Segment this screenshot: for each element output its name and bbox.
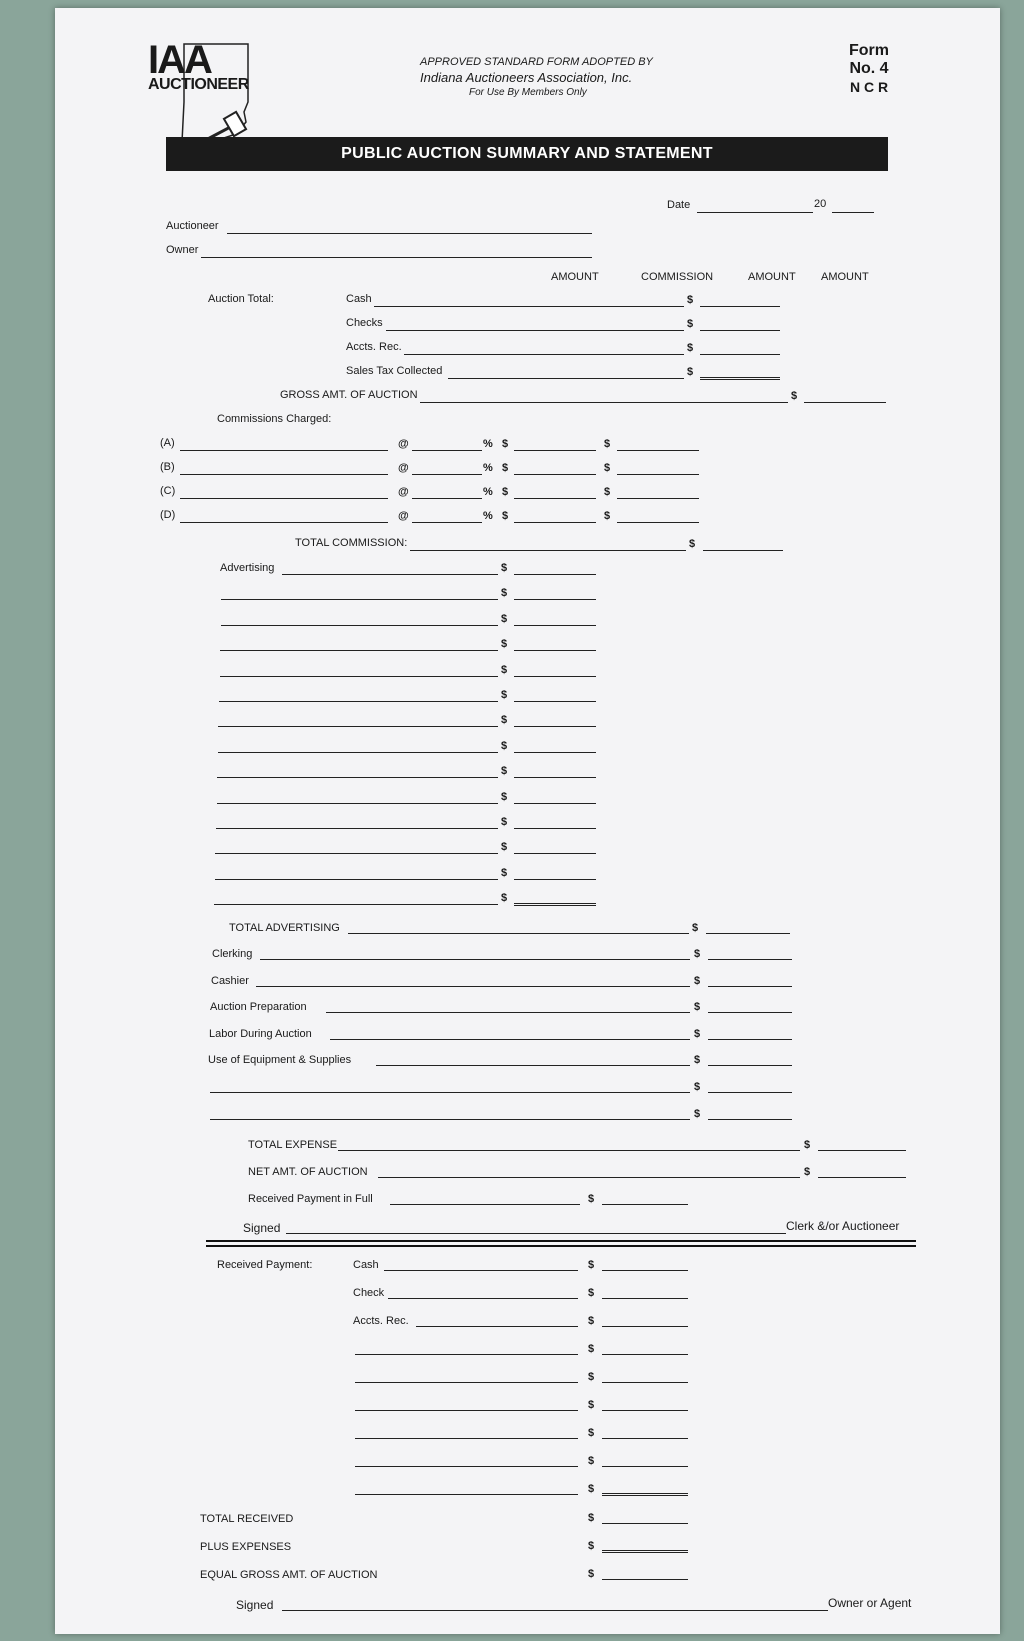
advertising-dollar: $ (501, 816, 508, 828)
expense-amount-field[interactable] (708, 1012, 792, 1013)
advertising-line-field[interactable] (217, 803, 498, 804)
checks-label: Checks (346, 317, 383, 329)
commission-amount-field[interactable] (514, 474, 596, 475)
received-amount-field[interactable] (602, 1438, 688, 1439)
received-amount-field[interactable] (602, 1382, 688, 1383)
expense-desc-field[interactable] (326, 1012, 690, 1013)
received-payment-label: Received Payment: (217, 1259, 313, 1271)
auctioneer-field[interactable] (227, 233, 592, 234)
commission-row-label: (A) (160, 437, 175, 449)
received-dollar: $ (588, 1315, 595, 1327)
total-advertising-amount-field[interactable] (706, 933, 790, 934)
advertising-amount-field[interactable] (514, 752, 596, 753)
commission-rate-field[interactable] (412, 450, 482, 451)
received-desc-field[interactable] (416, 1326, 578, 1327)
commission-dollar-2: $ (604, 438, 611, 450)
advertising-dollar: $ (501, 587, 508, 600)
commission-dollar-2: $ (604, 510, 611, 522)
advertising-dollar: $ (501, 866, 508, 879)
date-label: Date (667, 199, 691, 211)
checks-field[interactable] (386, 330, 684, 331)
expense-dollar: $ (694, 1027, 701, 1040)
gross-amount-field[interactable] (804, 402, 886, 403)
commission-dollar-2: $ (604, 486, 611, 498)
commission-rate-field[interactable] (412, 474, 482, 475)
form-number-label: No. 4 (849, 60, 889, 77)
received-desc-field[interactable] (388, 1298, 578, 1299)
year-field[interactable] (832, 212, 874, 213)
auctioneer-label: Auctioneer (166, 220, 219, 232)
advertising-line-field[interactable] (216, 828, 498, 829)
signed-field-1[interactable] (286, 1233, 786, 1234)
advertising-amount-field[interactable] (514, 599, 596, 600)
advertising-amount-field[interactable] (514, 803, 596, 804)
commission-row-label: (B) (160, 461, 175, 473)
signed-label-2: Signed (236, 1598, 274, 1612)
commission-dollar-1: $ (502, 462, 509, 474)
auction-total-label: Auction Total: (208, 293, 274, 305)
advertising-amount-field[interactable] (514, 903, 596, 906)
received-dollar: $ (588, 1259, 595, 1271)
commission-amount-field[interactable] (514, 450, 596, 451)
form-ncr-label: N C R (849, 79, 889, 95)
received-amount-field[interactable] (602, 1493, 688, 1496)
commission-dollar-1: $ (502, 510, 509, 522)
commission-row-label: (C) (160, 485, 176, 497)
accts-rec-amount-field[interactable] (700, 354, 780, 355)
equal-gross-label: EQUAL GROSS AMT. OF AUCTION (200, 1569, 378, 1581)
cash-amount-field[interactable] (700, 306, 780, 307)
commission-amount-field[interactable] (514, 522, 596, 523)
advertising-amount-field[interactable] (514, 701, 596, 702)
advertising-amount-field[interactable] (514, 625, 596, 626)
signed-label-1: Signed (243, 1221, 281, 1235)
advertising-label: Advertising (220, 562, 275, 574)
advertising-amount-field[interactable] (514, 574, 596, 575)
total-received-amount-field[interactable] (602, 1523, 688, 1524)
col-amount-3: AMOUNT (821, 271, 869, 283)
advertising-line-field[interactable] (219, 701, 498, 702)
received-dollar: $ (588, 1371, 595, 1383)
commission-at-symbol: @ (398, 438, 409, 450)
commission-amount2-field[interactable] (617, 450, 699, 451)
advertising-amount-field[interactable] (514, 853, 596, 854)
commissions-heading: Commissions Charged: (217, 413, 332, 425)
total-commission-amount-field[interactable] (703, 550, 783, 551)
expense-desc-field[interactable] (260, 959, 690, 960)
owner-label: Owner (166, 244, 199, 256)
received-desc-field[interactable] (355, 1354, 578, 1355)
gross-amt-field[interactable] (420, 402, 788, 403)
checks-dollar: $ (687, 318, 694, 330)
total-received-dollar: $ (588, 1512, 595, 1524)
advertising-dollar: $ (501, 714, 508, 727)
received-dollar: $ (588, 1427, 595, 1439)
commission-row-label: (D) (160, 509, 176, 521)
received-amount-field[interactable] (602, 1326, 688, 1327)
advertising-dollar: $ (501, 638, 508, 651)
advertising-dollar: $ (501, 612, 508, 625)
sales-tax-label: Sales Tax Collected (346, 365, 443, 377)
received-full-amount-field[interactable] (602, 1204, 688, 1205)
total-expense-label: TOTAL EXPENSE (248, 1139, 338, 1151)
accts-rec-label: Accts. Rec. (346, 341, 402, 353)
commission-rate-field[interactable] (412, 498, 482, 499)
total-advertising-label: TOTAL ADVERTISING (229, 922, 340, 934)
net-amt-label: NET AMT. OF AUCTION (248, 1166, 368, 1178)
commission-percent-symbol: % (483, 486, 493, 498)
form-title: PUBLIC AUCTION SUMMARY AND STATEMENT (166, 137, 888, 171)
total-expense-dollar: $ (804, 1139, 811, 1151)
commission-amount2-field[interactable] (617, 474, 699, 475)
date-field[interactable] (697, 212, 813, 213)
plus-expenses-dollar: $ (588, 1540, 595, 1552)
owner-field[interactable] (201, 257, 592, 258)
advertising-amount-field[interactable] (514, 777, 596, 778)
expense-desc-field[interactable] (256, 986, 690, 987)
received-dollar: $ (588, 1287, 595, 1299)
gross-dollar: $ (791, 390, 798, 402)
expense-dollar: $ (694, 1001, 701, 1014)
expense-label: Labor During Auction (209, 1027, 312, 1040)
commission-amount2-field[interactable] (617, 522, 699, 523)
expense-amount-field[interactable] (708, 959, 792, 960)
form-number (836, 42, 902, 96)
received-row-label: Cash (353, 1259, 379, 1271)
expense-desc-field[interactable] (210, 1119, 690, 1120)
received-desc-field[interactable] (355, 1494, 578, 1495)
advertising-amount-field[interactable] (514, 828, 596, 829)
cash-label: Cash (346, 293, 372, 305)
logo-iaa-text: IAA (148, 38, 211, 82)
commission-at-symbol: @ (398, 486, 409, 498)
total-commission-field[interactable] (410, 550, 686, 551)
sales-tax-dollar: $ (687, 366, 694, 378)
cash-field[interactable] (374, 306, 684, 307)
commission-dollar-1: $ (502, 438, 509, 450)
expense-dollar: $ (694, 948, 701, 960)
commission-rate-field[interactable] (412, 522, 482, 523)
advertising-line-field[interactable] (218, 726, 498, 727)
expense-desc-field[interactable] (210, 1092, 690, 1093)
received-amount-field[interactable] (602, 1466, 688, 1467)
advertising-amount-field[interactable] (514, 879, 596, 880)
advertising-dollar: $ (501, 689, 508, 701)
commission-desc-field[interactable] (180, 522, 388, 523)
advertising-dollar: $ (501, 663, 508, 676)
received-amount-field[interactable] (602, 1354, 688, 1355)
received-desc-field[interactable] (384, 1270, 578, 1271)
approved-text: APPROVED STANDARD FORM ADOPTED BY (420, 56, 653, 68)
checks-amount-field[interactable] (700, 330, 780, 331)
clerk-label: Clerk &/or Auctioneer (786, 1219, 900, 1233)
received-dollar: $ (588, 1343, 595, 1355)
plus-expenses-label: PLUS EXPENSES (200, 1541, 292, 1553)
total-expense-amount-field[interactable] (818, 1150, 906, 1151)
signed-field-2[interactable] (282, 1610, 828, 1611)
advertising-dollar: $ (501, 892, 508, 905)
net-amt-dollar: $ (804, 1166, 811, 1178)
members-only-text: For Use By Members Only (469, 87, 587, 98)
commission-at-symbol: @ (398, 462, 409, 474)
commission-amount2-field[interactable] (617, 498, 699, 499)
received-full-field[interactable] (390, 1204, 580, 1205)
commission-at-symbol: @ (398, 510, 409, 522)
expense-label: Cashier (211, 974, 249, 987)
expense-desc-field[interactable] (330, 1039, 690, 1040)
advertising-line-field[interactable] (218, 752, 498, 753)
col-commission: COMMISSION (641, 271, 714, 283)
col-amount-2: AMOUNT (748, 271, 796, 283)
equal-gross-dollar: $ (588, 1568, 595, 1580)
received-desc-field[interactable] (355, 1410, 578, 1411)
sales-tax-amount-field[interactable] (700, 377, 780, 380)
advertising-line-field[interactable] (221, 625, 498, 626)
owner-agent-label: Owner or Agent (828, 1596, 912, 1610)
commission-percent-symbol: % (483, 510, 493, 522)
received-row-label: Check (353, 1287, 385, 1299)
received-dollar: $ (588, 1399, 595, 1411)
year-prefix: 20 (814, 198, 827, 210)
advertising-line-field[interactable] (220, 676, 498, 677)
advertising-amount-field[interactable] (514, 650, 596, 651)
advertising-dollar: $ (501, 790, 508, 803)
expense-dollar: $ (694, 1054, 701, 1067)
advertising-dollar: $ (501, 739, 508, 752)
received-desc-field[interactable] (355, 1438, 578, 1439)
advertising-amount-field[interactable] (514, 726, 596, 727)
advertising-line-field[interactable] (215, 853, 498, 854)
commission-desc-field[interactable] (180, 498, 388, 499)
expense-label: Auction Preparation (210, 1001, 307, 1014)
commission-desc-field[interactable] (180, 450, 388, 451)
received-desc-field[interactable] (355, 1382, 578, 1383)
expense-amount-field[interactable] (708, 1092, 792, 1093)
association-text: Indiana Auctioneers Association, Inc. (420, 70, 633, 85)
expense-label: Use of Equipment & Supplies (208, 1054, 352, 1067)
expense-amount-field[interactable] (708, 1039, 792, 1040)
net-amt-amount-field[interactable] (818, 1177, 906, 1178)
advertising-line-field[interactable] (214, 904, 498, 905)
plus-expenses-amount-field[interactable] (602, 1550, 688, 1553)
col-amount-1: AMOUNT (551, 271, 599, 283)
expense-amount-field[interactable] (708, 1119, 792, 1120)
advertising-line-field[interactable] (221, 599, 498, 600)
commission-dollar-1: $ (502, 486, 509, 498)
received-dollar: $ (588, 1455, 595, 1467)
total-expense-field[interactable] (338, 1150, 800, 1151)
logo-auctioneer-text: AUCTIONEER (148, 76, 249, 93)
received-full-dollar: $ (588, 1193, 595, 1205)
expense-dollar: $ (694, 974, 701, 987)
commission-dollar-2: $ (604, 462, 611, 474)
advertising-dollar: $ (501, 562, 508, 574)
equal-gross-amount-field[interactable] (602, 1579, 688, 1580)
net-amt-field[interactable] (378, 1177, 800, 1178)
divider-top (206, 1240, 916, 1242)
expense-desc-field[interactable] (376, 1065, 690, 1066)
total-advertising-dollar: $ (692, 922, 699, 934)
received-desc-field[interactable] (355, 1466, 578, 1467)
total-commission-label: TOTAL COMMISSION: (295, 537, 408, 549)
advertising-line-field[interactable] (220, 650, 498, 651)
expense-dollar: $ (694, 1081, 701, 1093)
advertising-dollar: $ (501, 765, 508, 778)
accts-rec-field[interactable] (404, 354, 684, 355)
received-row-label: Accts. Rec. (353, 1315, 409, 1327)
total-received-label: TOTAL RECEIVED (200, 1513, 294, 1525)
advertising-dollar: $ (501, 841, 508, 854)
commission-amount-field[interactable] (514, 498, 596, 499)
commission-desc-field[interactable] (180, 474, 388, 475)
expense-dollar: $ (694, 1107, 701, 1120)
advertising-line-field[interactable] (215, 879, 498, 880)
total-commission-dollar: $ (689, 538, 696, 550)
gross-amt-label: GROSS AMT. OF AUCTION (280, 389, 418, 401)
accts-rec-dollar: $ (687, 342, 694, 354)
cash-dollar: $ (687, 294, 694, 306)
received-amount-field[interactable] (602, 1270, 688, 1271)
received-amount-field[interactable] (602, 1298, 688, 1299)
sales-tax-field[interactable] (448, 378, 684, 379)
expense-amount-field[interactable] (708, 986, 792, 987)
advertising-amount-field[interactable] (514, 676, 596, 677)
commission-percent-symbol: % (483, 438, 493, 450)
received-dollar: $ (588, 1483, 595, 1495)
expense-amount-field[interactable] (708, 1065, 792, 1066)
received-amount-field[interactable] (602, 1410, 688, 1411)
divider-bottom (206, 1245, 916, 1247)
advertising-line-field[interactable] (282, 574, 498, 575)
received-full-label: Received Payment in Full (248, 1193, 373, 1205)
total-advertising-field[interactable] (348, 933, 689, 934)
commission-percent-symbol: % (483, 462, 493, 474)
advertising-line-field[interactable] (217, 777, 498, 778)
expense-label: Clerking (212, 948, 253, 960)
form-label: Form (849, 42, 889, 59)
